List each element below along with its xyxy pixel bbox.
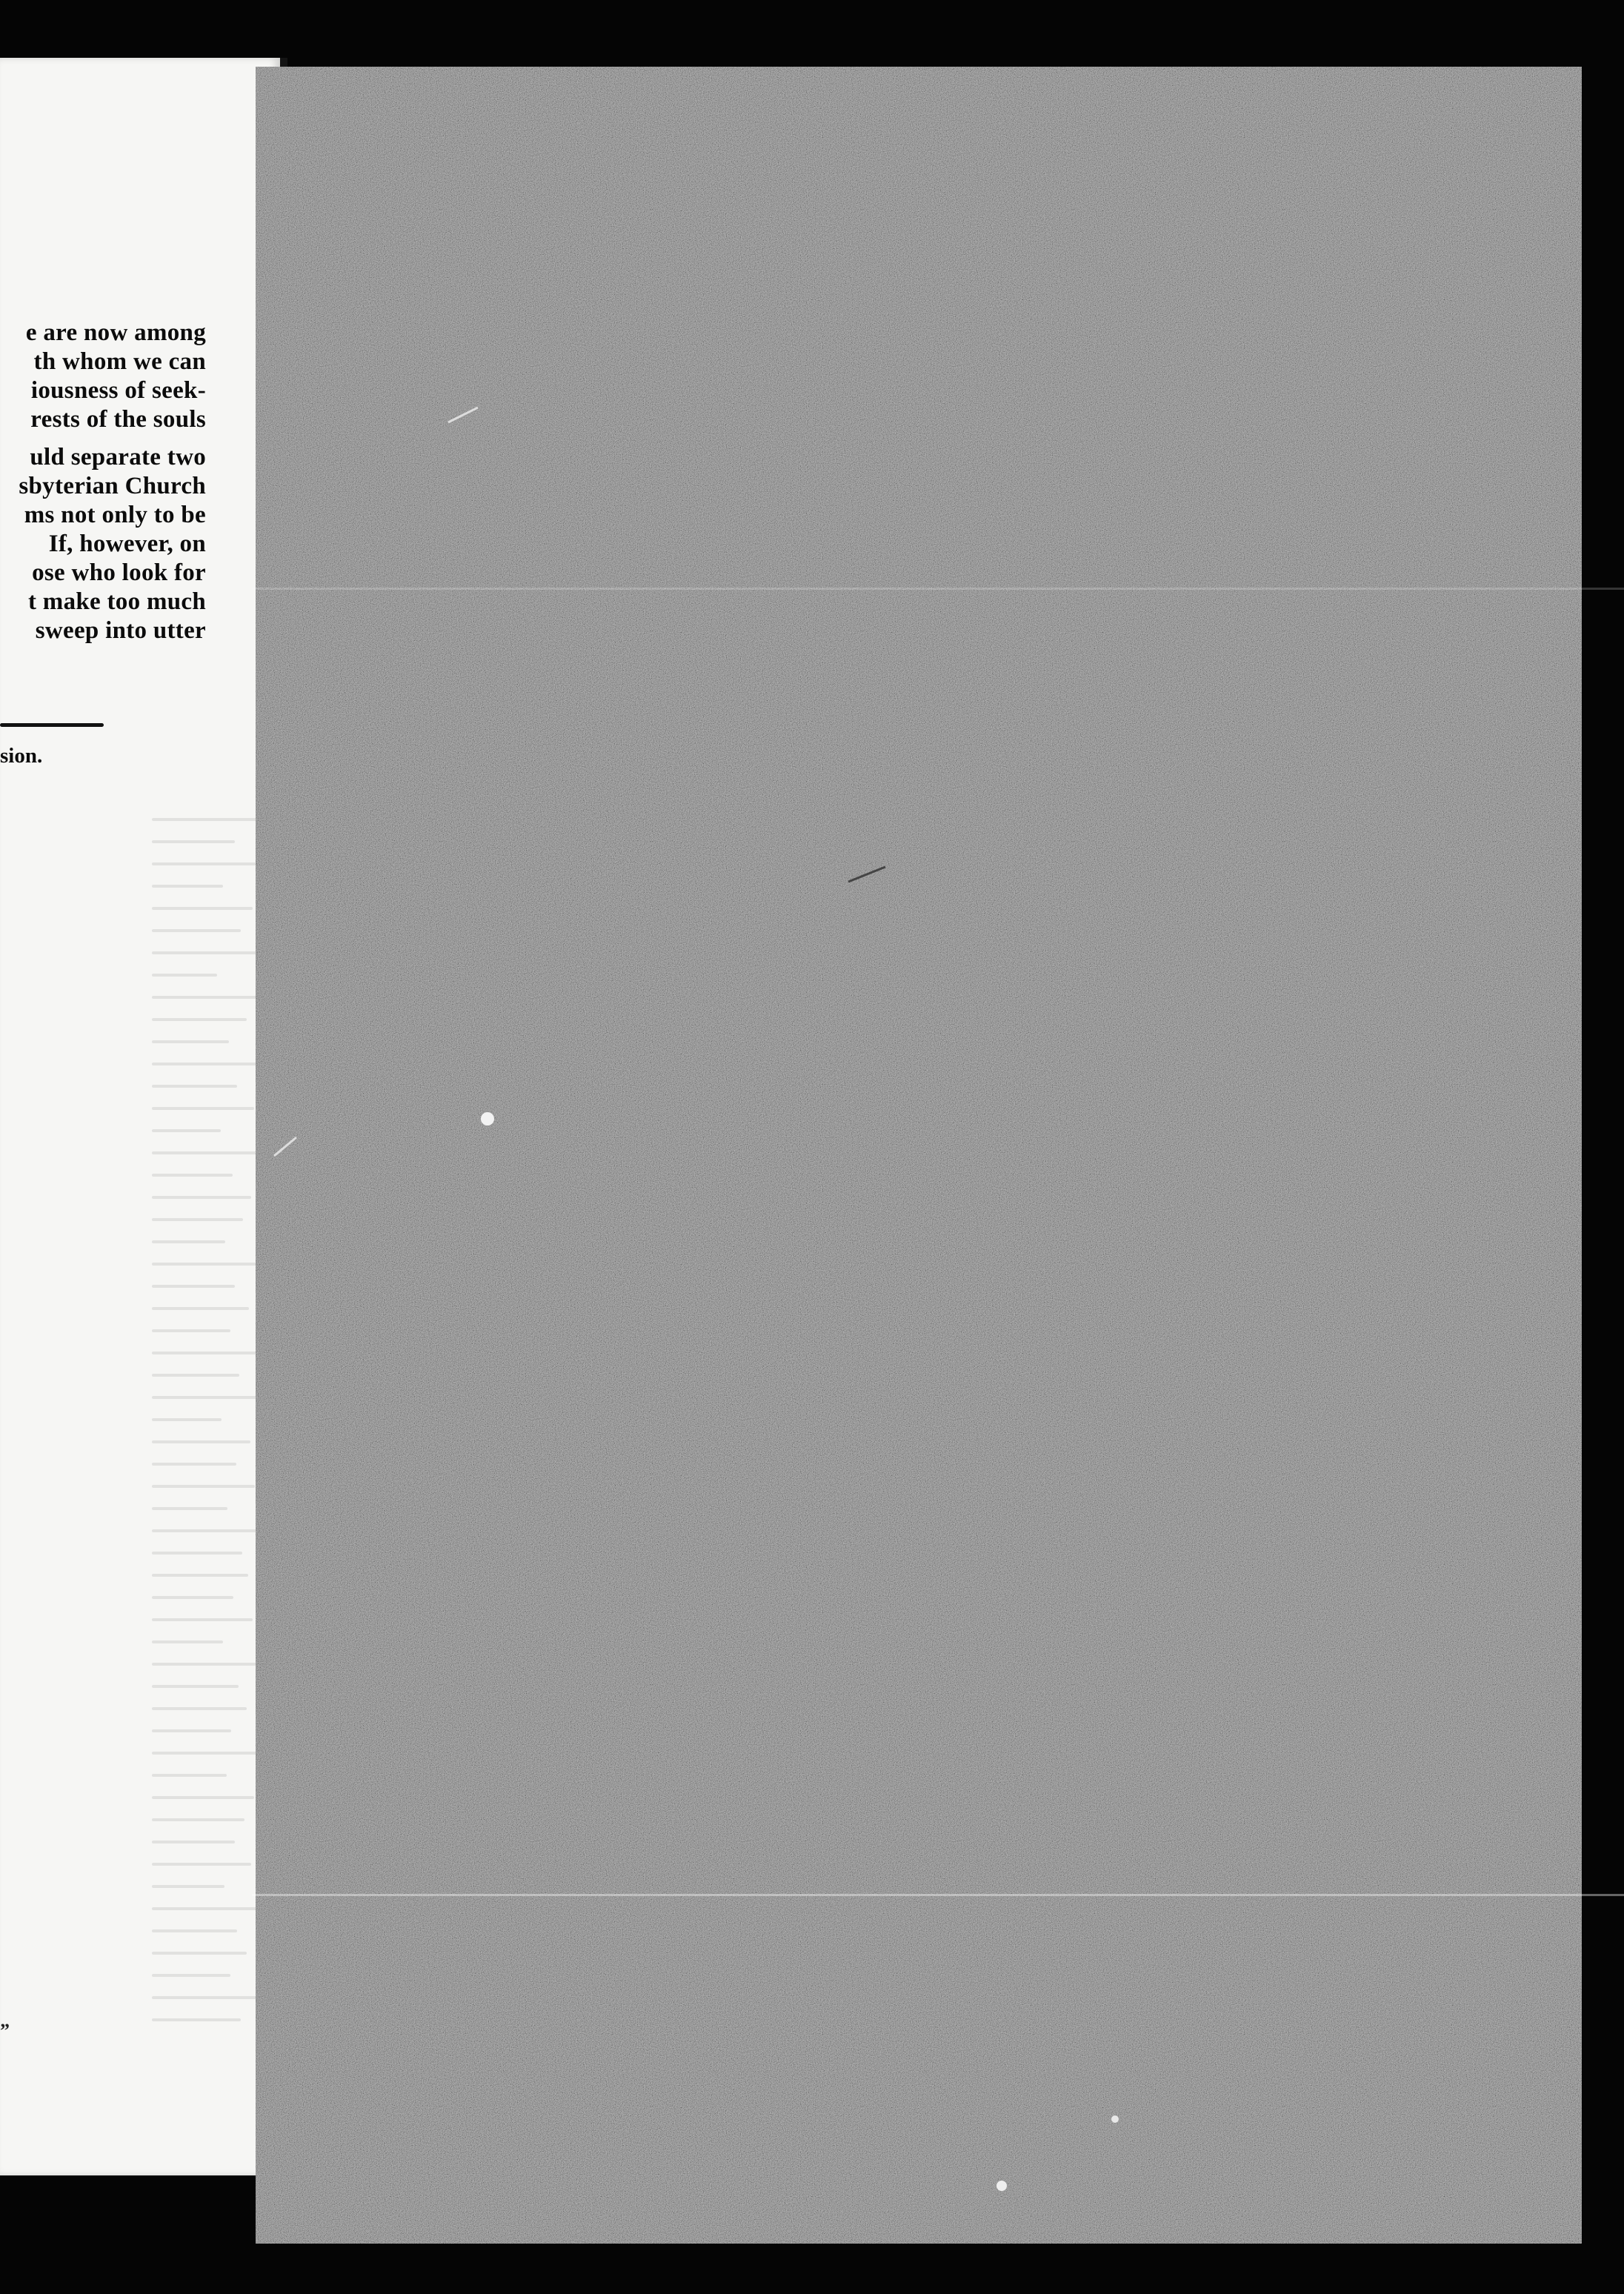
blank-grey-leaf — [256, 67, 1582, 2244]
paragraph-gap — [0, 434, 206, 443]
text-line: sbyterian Church — [19, 473, 206, 499]
text-line: t make too much — [27, 588, 206, 615]
scan-streak — [252, 588, 1624, 590]
section-rule — [0, 723, 104, 727]
text-line: rests of the souls — [30, 406, 206, 433]
text-line: th whom we can — [33, 348, 206, 375]
text-column — [0, 319, 206, 645]
scan-streak — [252, 1894, 1624, 1896]
left-page — [0, 58, 280, 2175]
text-line: ms not only to be — [24, 502, 206, 528]
stray-quote-mark: ” — [0, 2020, 10, 2041]
text-line: If, however, on — [48, 531, 206, 557]
section-caption: sion. — [0, 744, 43, 768]
paper-grain-texture — [256, 67, 1582, 2244]
text-line: iousness of seek- — [30, 377, 206, 404]
text-line: e are now among — [25, 319, 206, 346]
text-line: uld separate two — [30, 444, 206, 471]
text-line: ose who look for — [32, 559, 206, 586]
text-line: sweep into utter — [35, 617, 206, 644]
show-through-text — [152, 799, 270, 2103]
